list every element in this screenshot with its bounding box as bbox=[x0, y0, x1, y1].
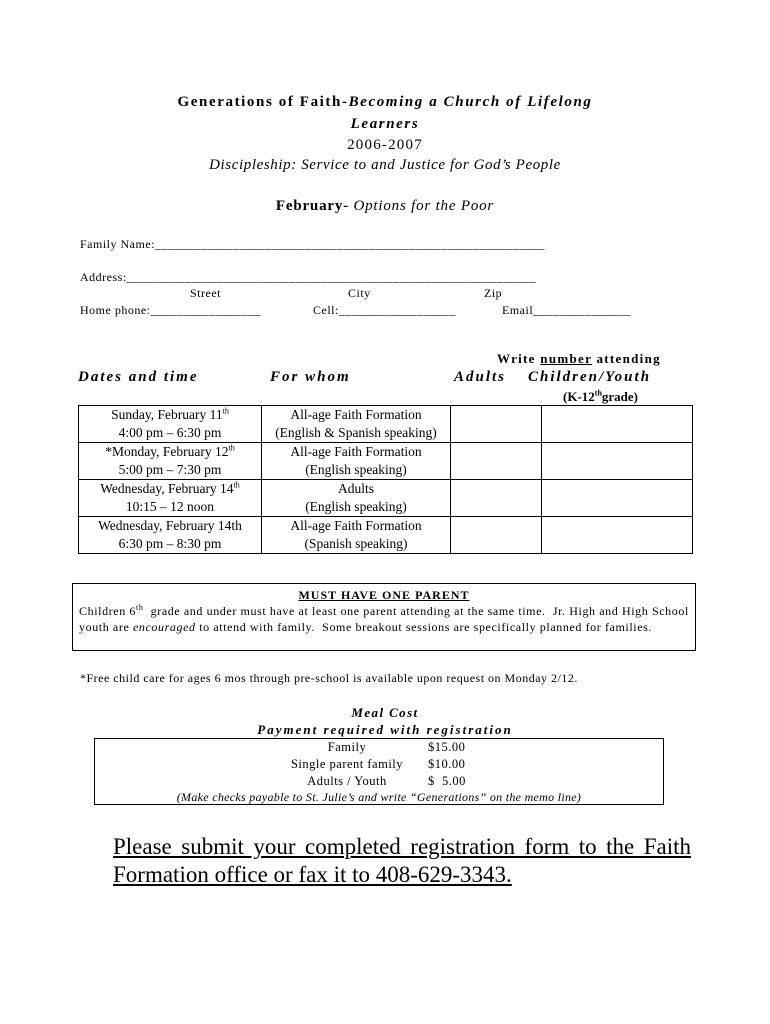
schedule-table bbox=[78, 405, 693, 554]
audience-line: All-age Faith Formation bbox=[290, 444, 422, 459]
schedule-audience-cell bbox=[262, 480, 451, 517]
meal-price-row bbox=[95, 756, 663, 773]
cell-field[interactable]: Cell:__________________ bbox=[313, 303, 456, 317]
schedule-row bbox=[79, 480, 693, 517]
audience-line: Adults bbox=[337, 481, 374, 496]
schedule-time: 4:00 pm – 6:30 pm bbox=[118, 425, 222, 440]
childcare-note: *Free child care for ages 6 mos through pre-school is available upon request on Monday 2/12. bbox=[80, 671, 578, 685]
schedule-date: Sunday, February 11 bbox=[111, 407, 223, 422]
home-phone-field[interactable]: Home phone:_________________ bbox=[80, 303, 261, 317]
city-label: City bbox=[348, 286, 371, 300]
form-title-line2: Learners bbox=[350, 116, 420, 132]
adults-count-cell[interactable] bbox=[451, 517, 542, 554]
adults-count-cell[interactable] bbox=[451, 406, 542, 443]
meal-price-row bbox=[95, 739, 663, 756]
schedule-date-cell bbox=[79, 406, 262, 443]
schedule-time: 6:30 pm – 8:30 pm bbox=[118, 536, 222, 551]
program-year: 2006-2007 bbox=[347, 137, 423, 153]
schedule-date: Wednesday, February 14 bbox=[100, 481, 234, 496]
program-theme: Discipleship: Service to and Justice for God’s People bbox=[209, 157, 561, 173]
col-dates-header: Dates and time bbox=[78, 369, 199, 385]
zip-label: Zip bbox=[484, 286, 503, 300]
schedule-row bbox=[79, 443, 693, 480]
audience-language: (English & Spanish speaking) bbox=[275, 425, 437, 440]
meal-price-label: Adults / Youth bbox=[307, 774, 387, 788]
adults-count-cell[interactable] bbox=[451, 443, 542, 480]
must-have-parent-heading: MUST HAVE ONE PARENT bbox=[298, 588, 470, 602]
schedule-time: 10:15 – 12 noon bbox=[125, 499, 215, 514]
col-adults-header: Adults bbox=[454, 369, 507, 385]
schedule-date: *Monday, February 12 bbox=[105, 444, 229, 459]
email-field[interactable]: Email_______________ bbox=[502, 303, 631, 317]
meal-price-value: $ 5.00 bbox=[428, 774, 466, 788]
meal-price-value: $15.00 bbox=[428, 740, 466, 754]
k12-grade-note: (K-12thgrade) bbox=[563, 388, 639, 404]
address-field[interactable]: Address:_______________________________________________________________ bbox=[80, 270, 537, 284]
schedule-audience-cell bbox=[262, 443, 451, 480]
adults-count-cell[interactable] bbox=[451, 480, 542, 517]
parent-requirement-text: Children 6th grade and under must have at least one parent attending at the same time. Jr. High and High School youth are encouraged to attend with family. Some breakout sessions are specifically planned for families. bbox=[79, 603, 693, 634]
date-suffix: th bbox=[233, 480, 240, 490]
audience-language: (English speaking) bbox=[305, 462, 407, 477]
audience-line: All-age Faith Formation bbox=[290, 518, 422, 533]
write-number-attending: Write number attending bbox=[497, 351, 661, 366]
children-count-cell[interactable] bbox=[542, 480, 693, 517]
date-suffix: th bbox=[228, 443, 235, 453]
parent-requirement-box bbox=[72, 583, 696, 651]
schedule-row bbox=[79, 517, 693, 554]
payment-required-note: Payment required with registration bbox=[257, 722, 513, 737]
col-for-whom-header: For whom bbox=[270, 369, 351, 385]
children-count-cell[interactable] bbox=[542, 443, 693, 480]
col-children-header: Children/Youth bbox=[528, 369, 652, 385]
schedule-time: 5:00 pm – 7:30 pm bbox=[118, 462, 222, 477]
meal-price-label: Family bbox=[327, 740, 367, 754]
meal-price-value: $10.00 bbox=[428, 757, 466, 771]
meal-cost-title: Meal Cost bbox=[351, 705, 419, 720]
family-name-field[interactable]: Family Name:____________________________________________________________ bbox=[80, 237, 545, 251]
audience-language: (English speaking) bbox=[305, 499, 407, 514]
meal-cost-box bbox=[94, 738, 664, 805]
schedule-date-cell bbox=[79, 517, 262, 554]
submit-instructions: Please submit your completed registration form to the Faith Formation office or fax it to 408-629-3343. bbox=[113, 834, 691, 887]
schedule-audience-cell bbox=[262, 517, 451, 554]
schedule-date-cell bbox=[79, 480, 262, 517]
form-title: Generations of Faith-Becoming a Church of Lifelong bbox=[177, 94, 593, 110]
schedule-audience-cell bbox=[262, 406, 451, 443]
schedule-row bbox=[79, 406, 693, 443]
month-heading: February- Options for the Poor bbox=[275, 198, 495, 214]
children-count-cell[interactable] bbox=[542, 517, 693, 554]
meal-price-label: Single parent family bbox=[290, 757, 404, 771]
checks-payable-note: (Make checks payable to St. Julie’s and write “Generations” on the memo line) bbox=[176, 790, 582, 804]
meal-price-row bbox=[95, 773, 663, 790]
street-label: Street bbox=[190, 286, 221, 300]
date-suffix: th bbox=[222, 406, 229, 416]
schedule-date-cell bbox=[79, 443, 262, 480]
audience-language: (Spanish speaking) bbox=[304, 536, 408, 551]
audience-line: All-age Faith Formation bbox=[290, 407, 422, 422]
schedule-date: Wednesday, February 14th bbox=[98, 518, 242, 533]
children-count-cell[interactable] bbox=[542, 406, 693, 443]
